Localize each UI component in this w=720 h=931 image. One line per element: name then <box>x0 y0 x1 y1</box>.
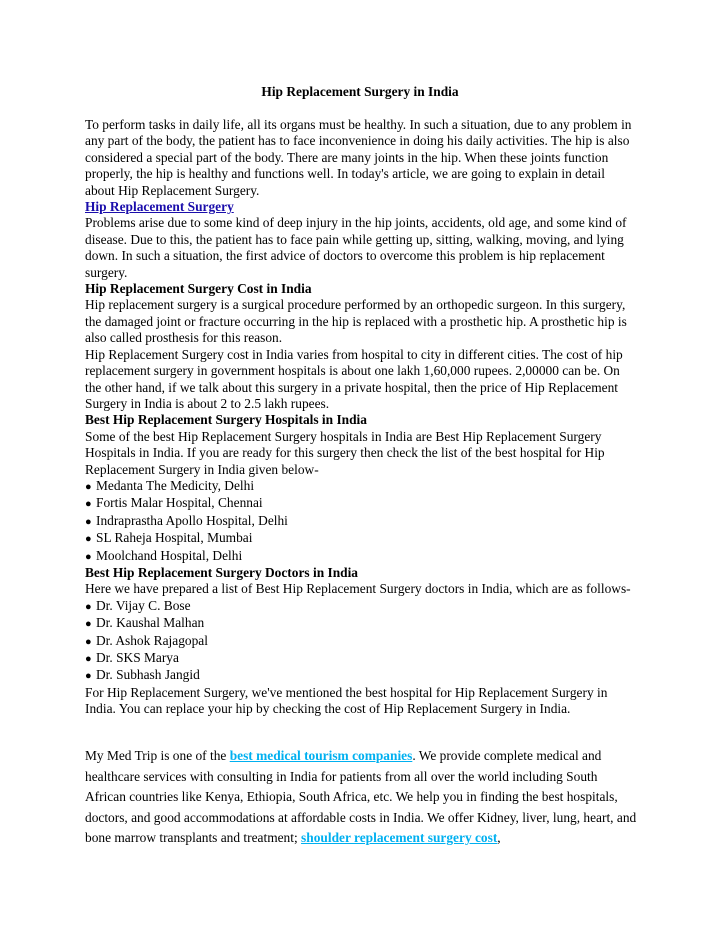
document-title: Hip Replacement Surgery in India <box>261 84 459 99</box>
list-item: ● Medanta The Medicity, Delhi <box>85 478 637 495</box>
shoulder-replacement-cost-link[interactable]: shoulder replacement surgery cost <box>301 830 498 846</box>
doctor-list <box>85 598 637 685</box>
cost-heading: Hip Replacement Surgery Cost in India <box>85 281 312 297</box>
doctors-heading: Best Hip Replacement Surgery Doctors in India <box>85 564 359 580</box>
list-item: ● Dr. Vijay C. Bose <box>85 598 637 615</box>
list-item: ● Indraprastha Apollo Hospital, Delhi <box>85 513 637 530</box>
article-body <box>85 117 637 718</box>
list-item: ● Dr. Ashok Rajagopal <box>85 633 637 650</box>
outro-text-after: , <box>497 830 501 846</box>
outro-text-before: My Med Trip is one of the <box>85 748 230 764</box>
medical-tourism-link[interactable]: best medical tourism companies <box>229 748 413 764</box>
cost-paragraph-1: Hip replacement surgery is a surgical procedure performed by an orthopedic surgeon. In this surgery, the damaged joint or fracture occurring in the hip is replaced with a prosthetic hip. A prosthetic hip is also called prosthesis for this reason. <box>85 297 627 346</box>
outro-paragraph <box>85 746 640 849</box>
hospitals-paragraph: Some of the best Hip Replacement Surgery hospitals in India are Best Hip Replacement Surgery Hospitals in India. If you are ready for this surgery then check the list of the best hospital for Hip Replacement Surgery in India given below- <box>85 428 605 477</box>
doctors-paragraph: Here we have prepared a list of Best Hip Replacement Surgery doctors in India, which are as follows- <box>85 581 631 597</box>
list-item: ● Dr. Kaushal Malhan <box>85 615 637 632</box>
cost-paragraph-2: Hip Replacement Surgery cost in India varies from hospital to city in different cities. The cost of hip replacement surgery in government hospitals is about one lakh 1,60,000 rupees. 2,00000 can be. On the other hand, if we talk about this surgery in a private hospital, then the price of Hip Replacement Surgery in India is about 2 to 2.5 lakh rupees. <box>85 346 623 411</box>
list-item: ● Dr. SKS Marya <box>85 650 637 667</box>
list-item: ● Fortis Malar Hospital, Chennai <box>85 495 637 512</box>
hospitals-heading: Best Hip Replacement Surgery Hospitals in India <box>85 412 367 428</box>
hip-replacement-surgery-link[interactable]: Hip Replacement Surgery <box>85 199 234 215</box>
list-item: ● Dr. Subhash Jangid <box>85 667 637 684</box>
list-item: ● SL Raheja Hospital, Mumbai <box>85 530 637 547</box>
hospital-list <box>85 478 637 565</box>
closing-paragraph: For Hip Replacement Surgery, we've mentioned the best hospital for Hip Replacement Surgery in India. You can replace your hip by checking the cost of Hip Replacement Surgery in India. <box>85 684 608 717</box>
outro-text-middle: . We provide complete medical and healthcare services with consulting in India for patients from all over the world including South African countries like Kenya, Ethiopia, South Africa, etc. We help you in finding the best hospitals, doctors, and good accommodations at affordable costs in India. We offer Kidney, liver, lung, heart, and bone marrow transplants and treatment; <box>85 748 637 846</box>
list-item: ● Moolchand Hospital, Delhi <box>85 548 637 565</box>
section-hip-replacement <box>85 199 637 215</box>
section1-paragraph: Problems arise due to some kind of deep injury in the hip joints, accidents, old age, and some kind of disease. Due to this, the patient has to face pain while getting up, sitting, walking, moving, and lying down. In such a situation, the first advice of doctors to overcome this problem is hip replacement surgery. <box>85 215 627 280</box>
intro-paragraph: To perform tasks in daily life, all its organs must be healthy. In such a situation, due to any problem in any part of the body, the patient has to face inconvenience in doing his daily activities. The hip is also considered a special part of the body. There are many joints in the hip. When these joints function properly, the hip is healthy and functions well. In today's article, we are going to explain in detail about Hip Replacement Surgery. <box>85 117 632 198</box>
